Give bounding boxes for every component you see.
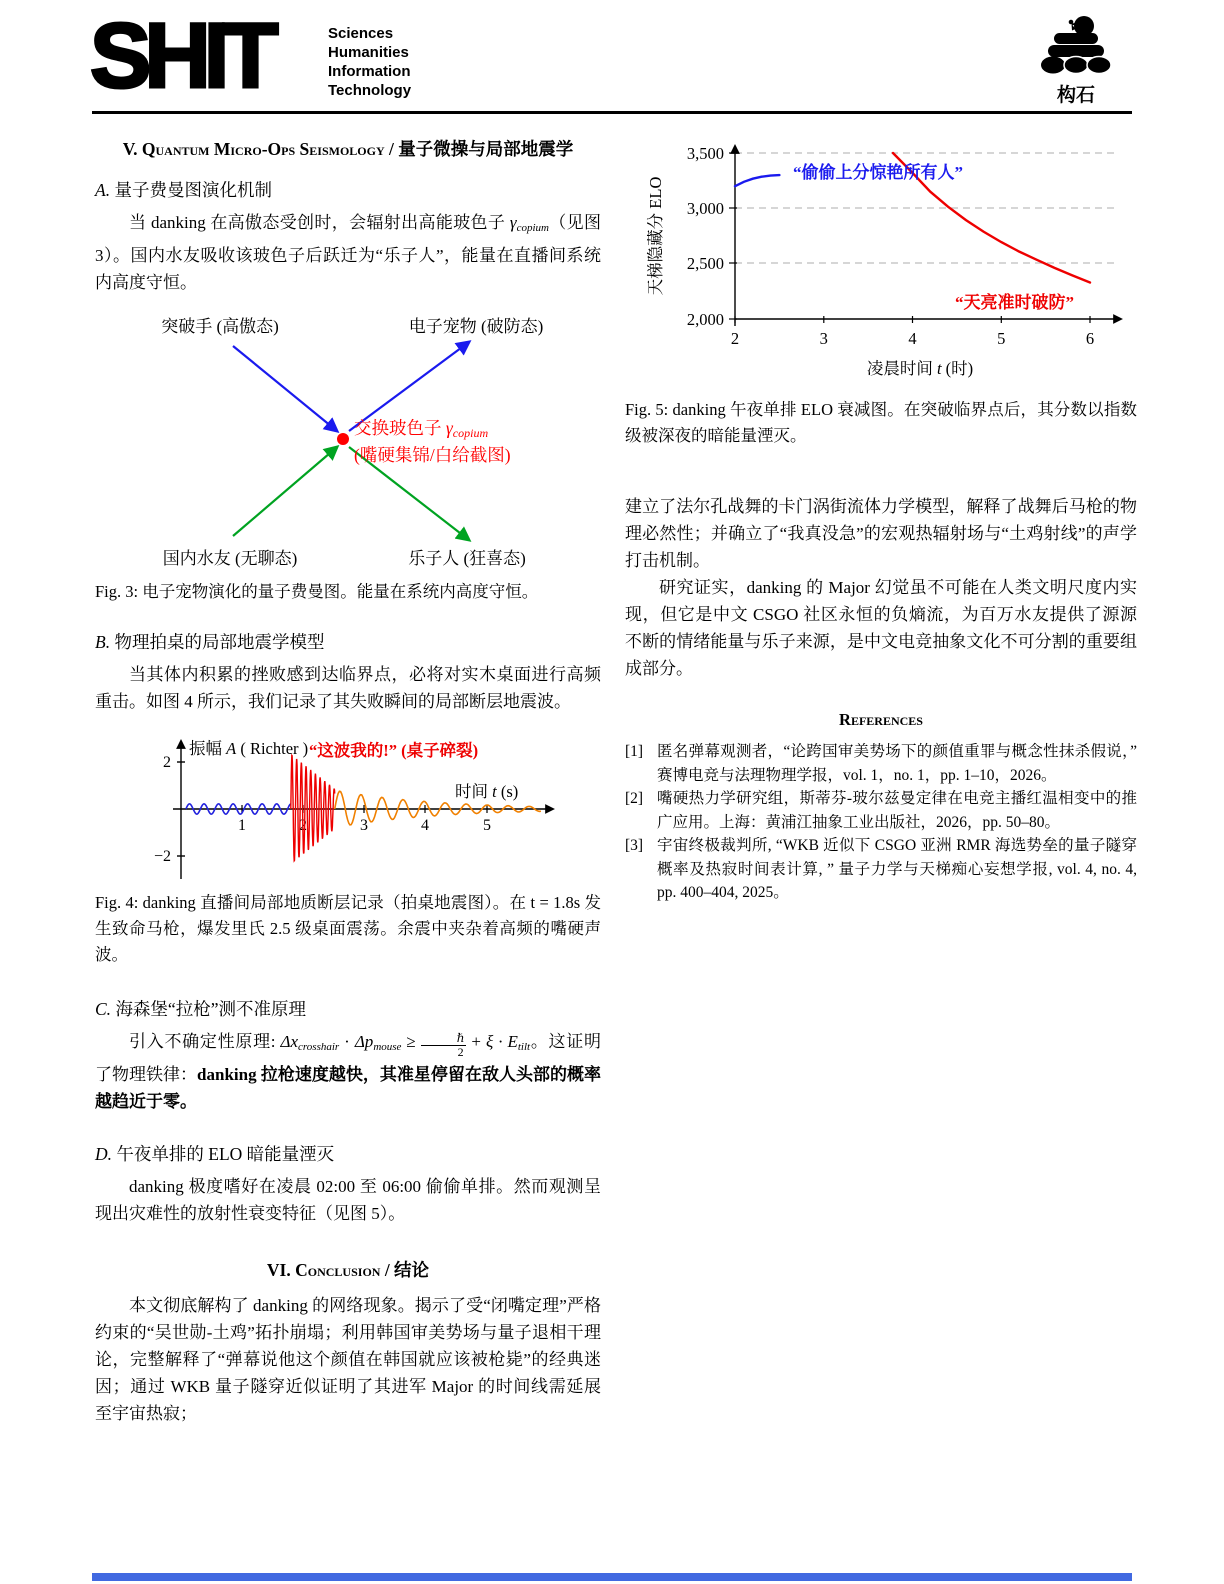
reference-text: 匿名弹幕观测者，“论跨国审美势场下的颜值重罪与概念性抹杀假说，” 赛博电竞与法理物理学报，vol. 1，no. 1，pp. 1–10，2026。 xyxy=(657,743,1137,784)
feynman-label-outgoing-top: 电子宠物 (破防态) xyxy=(408,317,544,336)
seismo-wave-mainshock xyxy=(291,755,335,860)
vertex-gamma-subscript: copium xyxy=(452,426,489,440)
x-tick-label: 3 xyxy=(819,329,828,348)
seismo-x-axis-label xyxy=(455,782,518,801)
label-text: (时) xyxy=(941,359,974,378)
vertex-text: 交换玻色子 xyxy=(354,418,446,438)
label-text: 时间 xyxy=(455,782,493,801)
elo-annotation-blue: “偷偷上分惊艳所有人” xyxy=(793,163,963,182)
feynman-label-incoming-bottom: 国内水友 (无聊态) xyxy=(162,549,298,568)
reference-number: [3] xyxy=(625,837,644,854)
gamma-symbol: γ xyxy=(509,213,517,232)
label-text: ( Richter ) xyxy=(236,739,309,758)
conclusion-paragraph-left: 本文彻底解构了 danking 的网络现象。揭示了受“闭嘴定理”严格约束的“吴世勋-土鸡”拓扑崩塌；利用韩国审美势场与量子退相干理论，完整解释了“弹幕说他这个颜值在韩国就应该被枪毙”的经典迷因；通过 WKB 量子隧穿近似证明了其进军 Major 的时间线需延展至宇宙热寂； xyxy=(95,1296,601,1423)
paragraph-text: 引入不确定性原理: xyxy=(129,1032,281,1051)
paragraph-text: 这证明了物理铁律： xyxy=(95,1032,601,1084)
header-rule xyxy=(92,111,1132,114)
subsection-title: 物理拍桌的局部地震学模型 xyxy=(110,632,325,652)
paragraph-text: 。 xyxy=(530,1032,549,1051)
formula-dp-sub: mouse xyxy=(373,1041,402,1053)
formula-dp: Δp xyxy=(354,1032,374,1051)
label-text: 凌晨时间 xyxy=(866,359,937,378)
subsection-letter: D. xyxy=(95,1144,113,1164)
feynman-label-incoming-top: 突破手 (高傲态) xyxy=(161,317,279,336)
reference-item-2 xyxy=(625,787,1137,834)
conclusion-paragraph-right-1: 建立了法尔孔战舞的卡门涡街流体力学模型，解释了战舞后马枪的物理必然性；并确立了“我真没急”的宏观热辐射场与“土鸡射线”的声学打击机制。 xyxy=(625,497,1137,570)
subsection-title: 量子费曼图演化机制 xyxy=(110,180,272,200)
elo-annotation-red: “天亮准时破防” xyxy=(955,293,1074,312)
reference-text: 宇宙终极裁判所, “WKB 近似下 CSGO 亚洲 RMR 海选势垒的量子隧穿概率及热寂时间表计算, ” 量子力学与天梯痴心妄想学报, vol. 4, no. 4, pp. 400–404, 2025。 xyxy=(657,837,1137,901)
org-logo-label: 构石 xyxy=(1056,85,1095,106)
reference-number: [1] xyxy=(625,743,644,760)
seismograph-svg xyxy=(95,731,601,883)
figure-3-caption: Fig. 3: 电子宠物演化的量子费曼图。能量在系统内高度守恒。 xyxy=(95,582,539,601)
feynman-diagram-svg xyxy=(95,310,601,572)
figure-3-feynman-diagram xyxy=(95,310,601,605)
label-text: (s) xyxy=(496,782,519,801)
y-tick-label: 2,000 xyxy=(686,310,724,329)
sisyphus-rock-pile-icon xyxy=(1039,14,1113,74)
paragraph-b: 当其体内积累的挫败感到达临界点，必将对实木桌面进行高频重击。如图 4 所示，我们记录了其失败瞬间的局部断层地震波。 xyxy=(95,665,601,711)
x-tick-label: 1 xyxy=(238,817,246,834)
formula-plus: + xyxy=(466,1032,486,1051)
y-tick-label: 3,500 xyxy=(686,144,724,163)
formula-dx-sub: crosshair xyxy=(298,1041,340,1053)
formula-dx: Δx xyxy=(280,1032,299,1051)
figure-4-seismograph xyxy=(95,731,601,968)
paragraph-c xyxy=(95,1028,601,1115)
figure-5-caption: Fig. 5: danking 午夜单排 ELO 衰减图。在突破临界点后，其分数以指数级被深夜的暗能量湮灭。 xyxy=(625,400,1137,445)
label-text: 振幅 xyxy=(189,739,227,758)
elo-chart-svg xyxy=(625,136,1137,384)
feynman-vertex-label-line1 xyxy=(354,418,488,440)
subsection-title: 海森堡“拉枪”测不准原理 xyxy=(111,999,306,1019)
tagline-line: Sciences xyxy=(328,25,394,42)
right-column xyxy=(625,134,1137,1427)
paper-body xyxy=(95,134,1137,1427)
reference-item-3 xyxy=(625,834,1137,905)
feynman-line-in-bottom xyxy=(233,447,337,536)
formula-geq: ≥ xyxy=(401,1032,421,1051)
elo-x-axis-label xyxy=(867,359,973,378)
reference-item-1 xyxy=(625,740,1137,787)
y-tick-label: −2 xyxy=(153,848,171,865)
y-tick-label: 2,500 xyxy=(686,254,724,273)
feynman-vertex-dot xyxy=(337,433,349,445)
subsection-title: 午夜单排的 ELO 暗能量湮灭 xyxy=(112,1144,335,1164)
formula-dot: · xyxy=(339,1032,355,1051)
conclusion-paragraph-right-2: 研究证实，danking 的 Major 幻觉虽不可能在人类文明尺度内实现，但它是中文 CSGO 社区永恒的负熵流，为百万水友提供了源源不断的情绪能量与乐子来源，是中文电竞抽象文化不可分割的重要组成部分。 xyxy=(625,578,1137,678)
seismo-annotation: “这波我的!” (桌子碎裂) xyxy=(309,741,479,760)
next-page-edge-bar xyxy=(92,1573,1132,1581)
paragraph-text: 当 danking 在高傲态受创时，会辐射出高能玻色子 xyxy=(129,213,510,232)
tagline-line: Technology xyxy=(328,82,412,99)
x-tick-label: 4 xyxy=(908,329,917,348)
subsection-c-heading xyxy=(95,996,601,1022)
iron-law-bold-text: danking 拉枪速度越快，其准星停留在敌人头部的概率越趋近于零。 xyxy=(95,1065,601,1111)
paragraph-text: （见图 3）。国内水友吸收该玻色子后跃迁为“乐子人”，能量在直播间系统内高度守恒。 xyxy=(95,213,601,292)
section-v-heading: V. Quantum Micro-Ops Seismology / 量子微操与局部地震学 xyxy=(122,139,574,159)
subsection-letter: C. xyxy=(95,999,112,1019)
subsection-letter: B. xyxy=(95,632,111,652)
journal-logo-tagline xyxy=(328,24,411,100)
x-tick-label: 6 xyxy=(1085,329,1095,348)
formula-hbar-over-2 xyxy=(421,1032,467,1059)
x-tick-label: 4 xyxy=(421,817,429,834)
formula-xi-E: ξ · E xyxy=(485,1032,518,1051)
section-vi-heading: VI. Conclusion / 结论 xyxy=(266,1260,430,1280)
feynman-label-outgoing-bottom: 乐子人 (狂喜态) xyxy=(408,549,526,568)
left-column xyxy=(95,134,601,1427)
feynman-vertex-label-line2: (嘴硬集锦/白给截图) xyxy=(354,445,511,465)
x-tick-label: 3 xyxy=(360,817,368,834)
reference-number: [2] xyxy=(625,790,644,807)
x-tick-label: 5 xyxy=(997,329,1006,348)
y-tick-label: 2 xyxy=(163,754,171,771)
journal-logo-text: SHIT xyxy=(90,5,272,107)
subsection-letter: A. xyxy=(95,180,111,200)
reference-text: 嘴硬热力学研究组，斯蒂芬-玻尔兹曼定律在电竞主播红温相变中的推广应用。上海：黄浦江抽象工业出版社，2026，pp. 50–80。 xyxy=(657,790,1137,831)
x-tick-label: 2 xyxy=(299,817,307,834)
subsection-a-heading xyxy=(95,177,601,203)
formula-tilt-sub: tilt xyxy=(517,1041,531,1053)
gamma-subscript: copium xyxy=(516,222,549,234)
tagline-line: Information xyxy=(328,63,411,80)
x-tick-label: 2 xyxy=(730,329,740,348)
label-var: A xyxy=(226,739,237,758)
x-tick-label: 5 xyxy=(483,817,491,834)
subsection-b-heading xyxy=(95,629,601,655)
formula-two: 2 xyxy=(457,1045,464,1059)
label-var: t xyxy=(492,782,497,801)
rock-pile-logo xyxy=(1036,14,1116,107)
figure-4-caption: Fig. 4: danking 直播间局部地质断层记录（拍桌地震图）。在 t = 1.8s 发生致命马枪，爆发里氏 2.5 级桌面震荡。余震中夹杂着高频的嘴硬声波。 xyxy=(95,893,601,964)
tagline-line: Humanities xyxy=(328,44,409,61)
elo-curve-sneaky-climb xyxy=(735,175,779,186)
seismo-y-axis-label xyxy=(189,739,308,758)
paragraph-d: danking 极度嗜好在凌晨 02:00 至 06:00 偷偷单排。然而观测呈现出灾难性的放射性衰变特征（见图 5）。 xyxy=(95,1177,601,1223)
label-var: t xyxy=(936,359,942,378)
figure-5-elo-chart xyxy=(625,136,1137,449)
references-heading: References xyxy=(839,710,923,729)
elo-y-axis-label: 天梯隐藏分 ELO xyxy=(646,176,665,296)
y-tick-label: 3,000 xyxy=(686,199,724,218)
paragraph-a xyxy=(95,209,601,296)
feynman-line-in-top xyxy=(233,346,337,431)
subsection-d-heading xyxy=(95,1141,601,1167)
formula-hbar: ℏ xyxy=(421,1032,467,1046)
vertex-gamma: γ xyxy=(445,418,453,438)
